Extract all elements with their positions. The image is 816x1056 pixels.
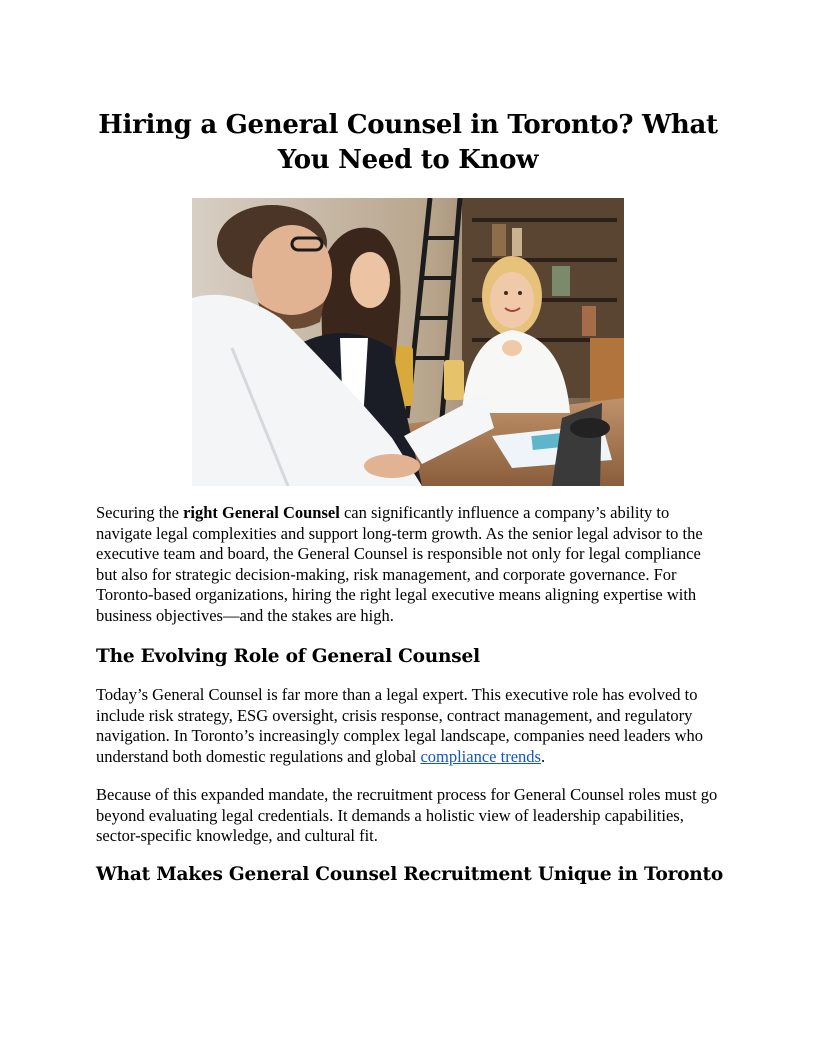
section-heading-unique-toronto: What Makes General Counsel Recruitment Unique in Toronto (96, 864, 724, 885)
intro-bold-text: right General Counsel (183, 503, 340, 522)
evolving-role-text-end: . (540, 746, 546, 766)
intro-text-continued: can significantly influence a company’s ability to navigate legal complexities and support long-term growth. As the senior legal advisor to the executive team and board, the General Counsel is responsible not only for legal compliance but also for strategic decision-making, risk management, and corporate governance. For Toronto-based organizations, hiring the right legal executive means aligning expertise with business objectives—and the stakes are high. (96, 503, 703, 625)
office-meeting-photo (192, 198, 624, 486)
compliance-trends-link[interactable]: compliance trends (420, 746, 541, 766)
evolving-role-paragraph (96, 685, 720, 767)
section-heading-evolving-role: The Evolving Role of General Counsel (96, 646, 480, 667)
hero-image (192, 198, 624, 486)
intro-paragraph (96, 503, 720, 627)
evolving-role-text: Today’s General Counsel is far more than a legal expert. This executive role has evolved to include risk strategy, ESG oversight, crisis response, contract management, and regulatory navigation. In Toronto’s increasingly complex legal landscape, companies need leaders who understand both domestic regulations and global (96, 685, 704, 766)
page-title: Hiring a General Counsel in Toronto? What You Need to Know (98, 110, 718, 175)
intro-text: Securing the (96, 503, 184, 522)
recruitment-paragraph: Because of this expanded mandate, the recruitment process for General Counsel roles must go beyond evaluating legal credentials. It demands a holistic view of leadership capabilities, sector-specific knowledge, and cultural fit. (96, 785, 718, 846)
